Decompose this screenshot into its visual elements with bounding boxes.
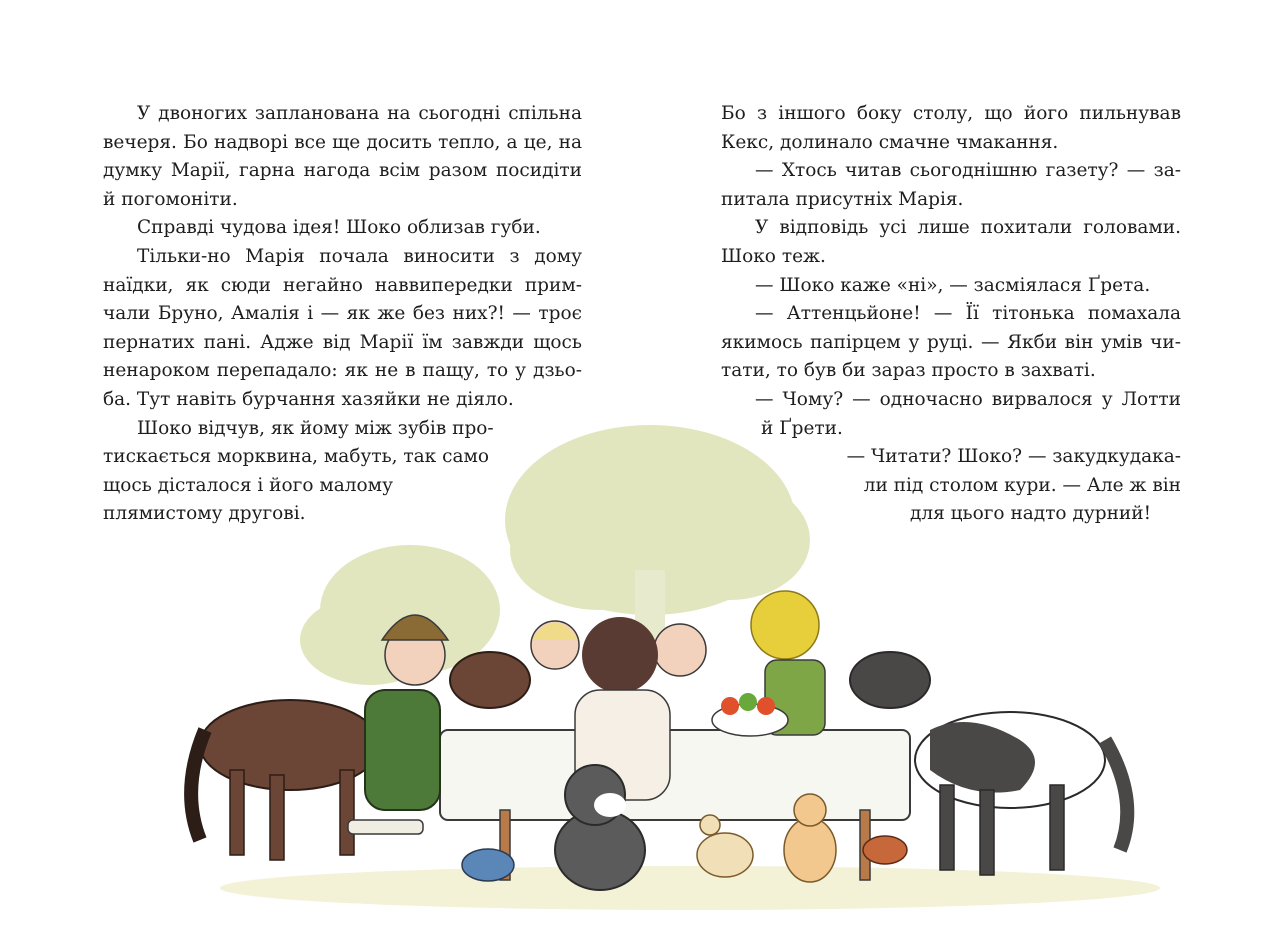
text-line: — Хтось читав сьогоднішню газету? — за- — [755, 160, 1181, 182]
text-line: ненароком перепадало: як не в пащу, то у дзьо- — [103, 360, 582, 382]
text-line: думку Марії, гарна нагода всім разом посидіти — [103, 160, 582, 182]
text-line: й Ґрети. — [761, 417, 843, 439]
text-line: пернатих пані. Адже від Марії їм завжди щось — [103, 331, 582, 353]
text-line: — Шоко каже «ні», — засміялася Ґрета. — [755, 274, 1151, 296]
text-line: Шоко відчув, як йому між зубів про- — [137, 417, 494, 439]
text-line: — Чому? — одночасно вирвалося у Лотти — [755, 388, 1181, 410]
text-line: й погомоніти. — [103, 188, 238, 210]
ground-shadow — [220, 866, 1160, 910]
text-line: тискається морквина, мабуть, так само — [103, 446, 490, 468]
text-line: — Читати? Шоко? — закудкудака- — [846, 446, 1181, 468]
dinner-table-illustration — [170, 410, 1170, 930]
text-line: для цього надто дурний! — [909, 503, 1151, 525]
text-line: Бо з іншого боку столу, що його пильнував — [721, 103, 1181, 124]
text-line: чали Бруно, Амалія і — як же без них?! — троє — [103, 303, 582, 325]
text-line: якимось папірцем у руці. — Якби він умів чи- — [721, 331, 1181, 353]
text-line: щось дісталося і його малому — [103, 474, 393, 496]
text-line: вечеря. Бо надворі все ще досить тепло, а це, на — [103, 131, 582, 153]
text-line: питала присутніх Марія. — [721, 188, 964, 210]
text-line: тати, то був би зараз просто в захваті. — [721, 360, 1096, 382]
text-line: Шоко теж. — [721, 245, 826, 267]
text-line: У відповідь усі лише похитали головами. — [755, 217, 1181, 239]
text-line: У двоногих запланована на сьогодні спільна — [137, 103, 582, 124]
text-line: Тільки-но Марія почала виносити з дому — [137, 245, 582, 267]
text-line: — Аттенцьйоне! — Її тітонька помахала — [755, 303, 1181, 325]
text-line: ба. Тут навіть бурчання хазяйки не діяло. — [103, 388, 514, 410]
text-line: наїдки, як сюди негайно наввипередки прим- — [103, 274, 582, 296]
text-line: плямистому другові. — [103, 503, 306, 525]
text-line: Кекс, долинало смачне чмакання. — [721, 131, 1059, 153]
text-line: ли під столом кури. — Але ж він — [863, 474, 1181, 496]
text-line: Справді чудова ідея! Шоко облизав губи. — [137, 217, 541, 239]
